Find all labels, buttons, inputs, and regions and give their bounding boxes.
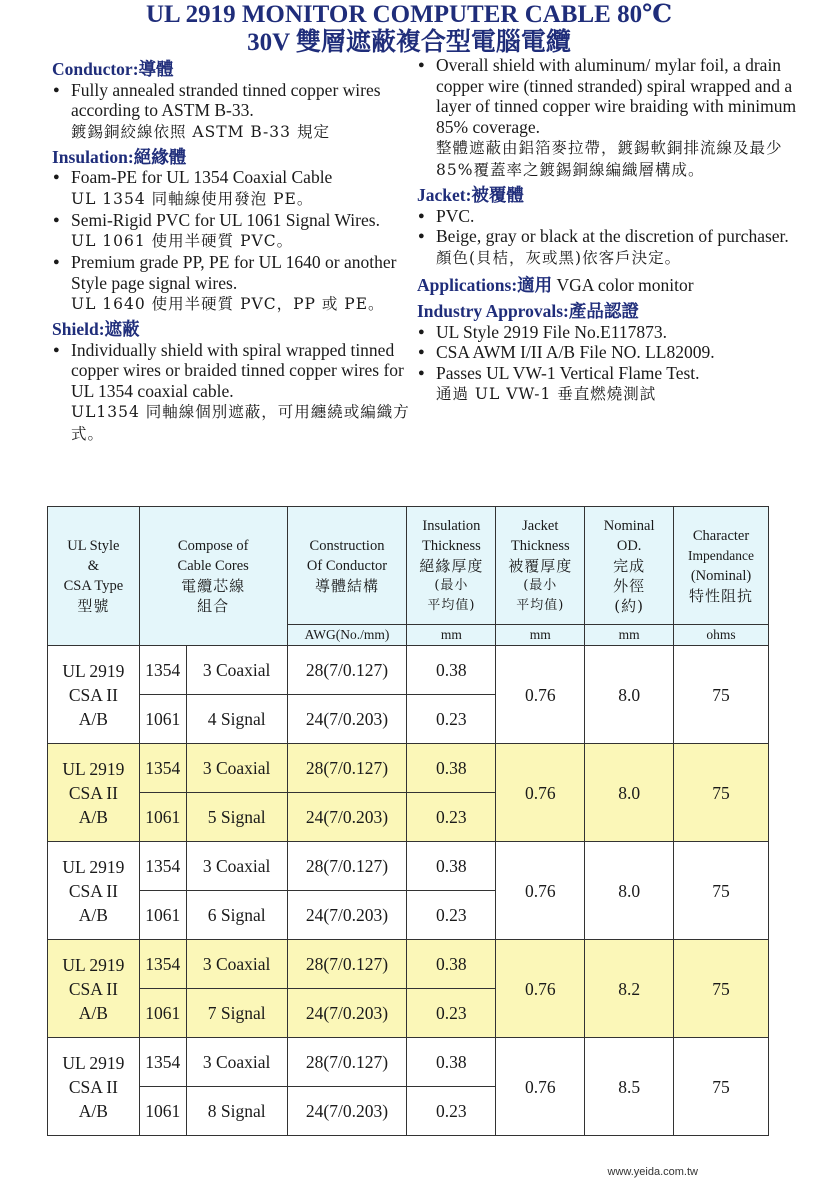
conductor-heading: Conductor:導體 <box>52 59 174 79</box>
cell-awg: 24(7/0.203) <box>287 1087 407 1136</box>
cell-core-desc: 6 Signal <box>186 891 287 940</box>
cell-impedance: 75 <box>674 744 769 842</box>
cell-insulation: 0.23 <box>407 1087 496 1136</box>
table-row <box>48 1038 769 1087</box>
cell-core-type: 1354 <box>139 1038 186 1087</box>
cell-core-desc: 3 Coaxial <box>186 646 287 695</box>
table-row <box>48 744 769 793</box>
cell-style: UL 2919 CSA II A/B <box>48 744 140 842</box>
cell-awg: 28(7/0.127) <box>287 646 407 695</box>
cell-jacket: 0.76 <box>496 646 585 744</box>
cell-core-type: 1061 <box>139 1087 186 1136</box>
cell-impedance: 75 <box>674 1038 769 1136</box>
cell-jacket: 0.76 <box>496 1038 585 1136</box>
insulation-heading: Insulation:絕緣體 <box>52 146 187 167</box>
cell-impedance: 75 <box>674 940 769 1038</box>
cell-jacket: 0.76 <box>496 940 585 1038</box>
cell-core-type: 1354 <box>139 744 186 793</box>
unit-od: mm <box>585 625 674 646</box>
page-title: UL 2919 MONITOR COMPUTER CABLE 80℃ <box>145 1 673 28</box>
cell-awg: 24(7/0.203) <box>287 695 407 744</box>
cell-style: UL 2919 CSA II A/B <box>48 842 140 940</box>
cell-impedance: 75 <box>674 646 769 744</box>
cell-core-type: 1354 <box>139 646 186 695</box>
cell-impedance: 75 <box>674 842 769 940</box>
cell-core-type: 1061 <box>139 989 186 1038</box>
unit-insulation: mm <box>407 625 496 646</box>
cell-core-desc: 7 Signal <box>186 989 287 1038</box>
cell-insulation: 0.23 <box>407 891 496 940</box>
cell-insulation: 0.23 <box>407 695 496 744</box>
spec-left-column <box>52 59 412 445</box>
approvals-bullet-3: ● Passes UL VW-1 Vertical Flame Test. <box>417 363 809 384</box>
cell-awg: 28(7/0.127) <box>287 744 407 793</box>
insulation-bullet-1-zh: UL 1354 同軸線使用發泡 PE。 <box>71 189 314 208</box>
cell-jacket: 0.76 <box>496 744 585 842</box>
cell-od: 8.0 <box>585 842 674 940</box>
cell-core-type: 1061 <box>139 891 186 940</box>
cell-core-desc: 8 Signal <box>186 1087 287 1136</box>
cell-insulation: 0.38 <box>407 1038 496 1087</box>
jacket-bullet-1: ● PVC. <box>417 206 809 227</box>
cell-awg: 28(7/0.127) <box>287 842 407 891</box>
applications-value: VGA color monitor <box>556 274 694 295</box>
approvals-heading: Industry Approvals:產品認證 <box>417 301 639 321</box>
cell-core-desc: 3 Coaxial <box>186 744 287 793</box>
cell-insulation: 0.38 <box>407 940 496 989</box>
cell-core-desc: 5 Signal <box>186 793 287 842</box>
unit-construction: AWG(No./mm) <box>287 625 407 646</box>
applications-line <box>417 275 809 296</box>
insulation-bullet-3-zh: UL 1640 使用半硬質 PVC，PP 或 PE。 <box>71 295 385 313</box>
table-row <box>48 940 769 989</box>
cell-od: 8.0 <box>585 744 674 842</box>
jacket-bullet-2-zh: 顏色(貝桔，灰或黑)依客戶決定。 <box>436 248 682 267</box>
cell-od: 8.2 <box>585 940 674 1038</box>
shield-bullet-2-zh: 整體遮蔽由鋁箔麥拉帶，鍍錫軟銅排流線及最少 85%覆蓋率之鍍錫銅線編織層構成。 <box>436 139 783 179</box>
conductor-bullet-zh: 鍍錫銅絞線依照 ASTM B-33 規定 <box>71 122 330 141</box>
jacket-bullet-2: ● Beige, gray or black at the discretion of purchaser. <box>417 226 809 247</box>
cell-core-desc: 3 Coaxial <box>186 1038 287 1087</box>
insulation-bullet-2: ● Semi-Rigid PVC for UL 1061 Signal Wires. <box>52 210 412 231</box>
unit-impedance: ohms <box>674 625 769 646</box>
cell-awg: 28(7/0.127) <box>287 1038 407 1087</box>
insulation-bullet-1: ● Foam-PE for UL 1354 Coaxial Cable <box>52 167 412 188</box>
jacket-heading: Jacket:被覆體 <box>417 185 524 205</box>
table-row <box>48 646 769 695</box>
conductor-bullet: ● Fully annealed stranded tinned copper wires according to ASTM B-33. <box>52 80 412 121</box>
header-insulation: Insulation Thickness 絕緣厚度 (最小 平均值) <box>407 507 496 625</box>
approvals-bullet-2: ● CSA AWM I/II A/B File NO. LL82009. <box>417 342 809 363</box>
header-construction: Construction Of Conductor 導體結構 <box>287 507 407 625</box>
cell-style: UL 2919 CSA II A/B <box>48 940 140 1038</box>
header-impedance: Character Impendance (Nominal) 特性阻抗 <box>674 507 769 625</box>
cell-insulation: 0.38 <box>407 744 496 793</box>
shield-bullet-1-zh: UL1354 同軸線個別遮蔽，可用纏繞或編織方式。 <box>71 403 410 443</box>
spec-right-column <box>417 55 809 405</box>
cell-core-type: 1354 <box>139 842 186 891</box>
page-subtitle: 30V 雙層遮蔽複合型電腦電纜 <box>247 29 571 56</box>
cell-style: UL 2919 CSA II A/B <box>48 1038 140 1136</box>
approvals-bullet-1: ● UL Style 2919 File No.E117873. <box>417 322 809 343</box>
cable-spec-table <box>47 506 769 1136</box>
cell-insulation: 0.23 <box>407 793 496 842</box>
cell-insulation: 0.38 <box>407 646 496 695</box>
cell-core-desc: 4 Signal <box>186 695 287 744</box>
cell-core-type: 1061 <box>139 695 186 744</box>
cell-insulation: 0.38 <box>407 842 496 891</box>
cell-jacket: 0.76 <box>496 842 585 940</box>
unit-jacket: mm <box>496 625 585 646</box>
header-jacket: Jacket Thickness 被覆厚度 (最小 平均值) <box>496 507 585 625</box>
approvals-bullet-3-zh: 通過 UL VW-1 垂直燃燒測試 <box>436 385 657 403</box>
shield-heading: Shield:遮蔽 <box>52 319 140 339</box>
cell-awg: 24(7/0.203) <box>287 891 407 940</box>
header-compose: Compose of Cable Cores 電纜芯線 組合 <box>139 507 287 646</box>
table-row <box>48 842 769 891</box>
insulation-bullet-3: ● Premium grade PP, PE for UL 1640 or another Style page signal wires. <box>52 252 412 293</box>
shield-bullet-1: ● Individually shield with spiral wrapped tinned copper wires or braided tinned copper wires for UL 1354 coaxial cable. <box>52 340 412 402</box>
insulation-bullet-2-zh: UL 1061 使用半硬質 PVC。 <box>71 232 294 250</box>
header-od: Nominal OD. 完成 外徑 (約) <box>585 507 674 625</box>
cell-awg: 24(7/0.203) <box>287 793 407 842</box>
cell-insulation: 0.23 <box>407 989 496 1038</box>
cell-od: 8.5 <box>585 1038 674 1136</box>
cell-core-desc: 3 Coaxial <box>186 842 287 891</box>
applications-heading: Applications:適用 <box>417 274 553 295</box>
cell-awg: 28(7/0.127) <box>287 940 407 989</box>
header-style: UL Style & CSA Type 型號 <box>48 507 140 646</box>
cell-core-type: 1061 <box>139 793 186 842</box>
cell-core-desc: 3 Coaxial <box>186 940 287 989</box>
table-header-row <box>48 507 769 625</box>
cell-awg: 24(7/0.203) <box>287 989 407 1038</box>
cell-style: UL 2919 CSA II A/B <box>48 646 140 744</box>
cell-od: 8.0 <box>585 646 674 744</box>
footer-url: www.yeida.com.tw <box>607 1166 698 1178</box>
shield-bullet-2: ● Overall shield with aluminum/ mylar foil, a drain copper wire (tinned stranded) spiral wrapped and a layer of tinned copper wire braiding with minimum 85% coverage. <box>417 55 809 137</box>
cell-core-type: 1354 <box>139 940 186 989</box>
